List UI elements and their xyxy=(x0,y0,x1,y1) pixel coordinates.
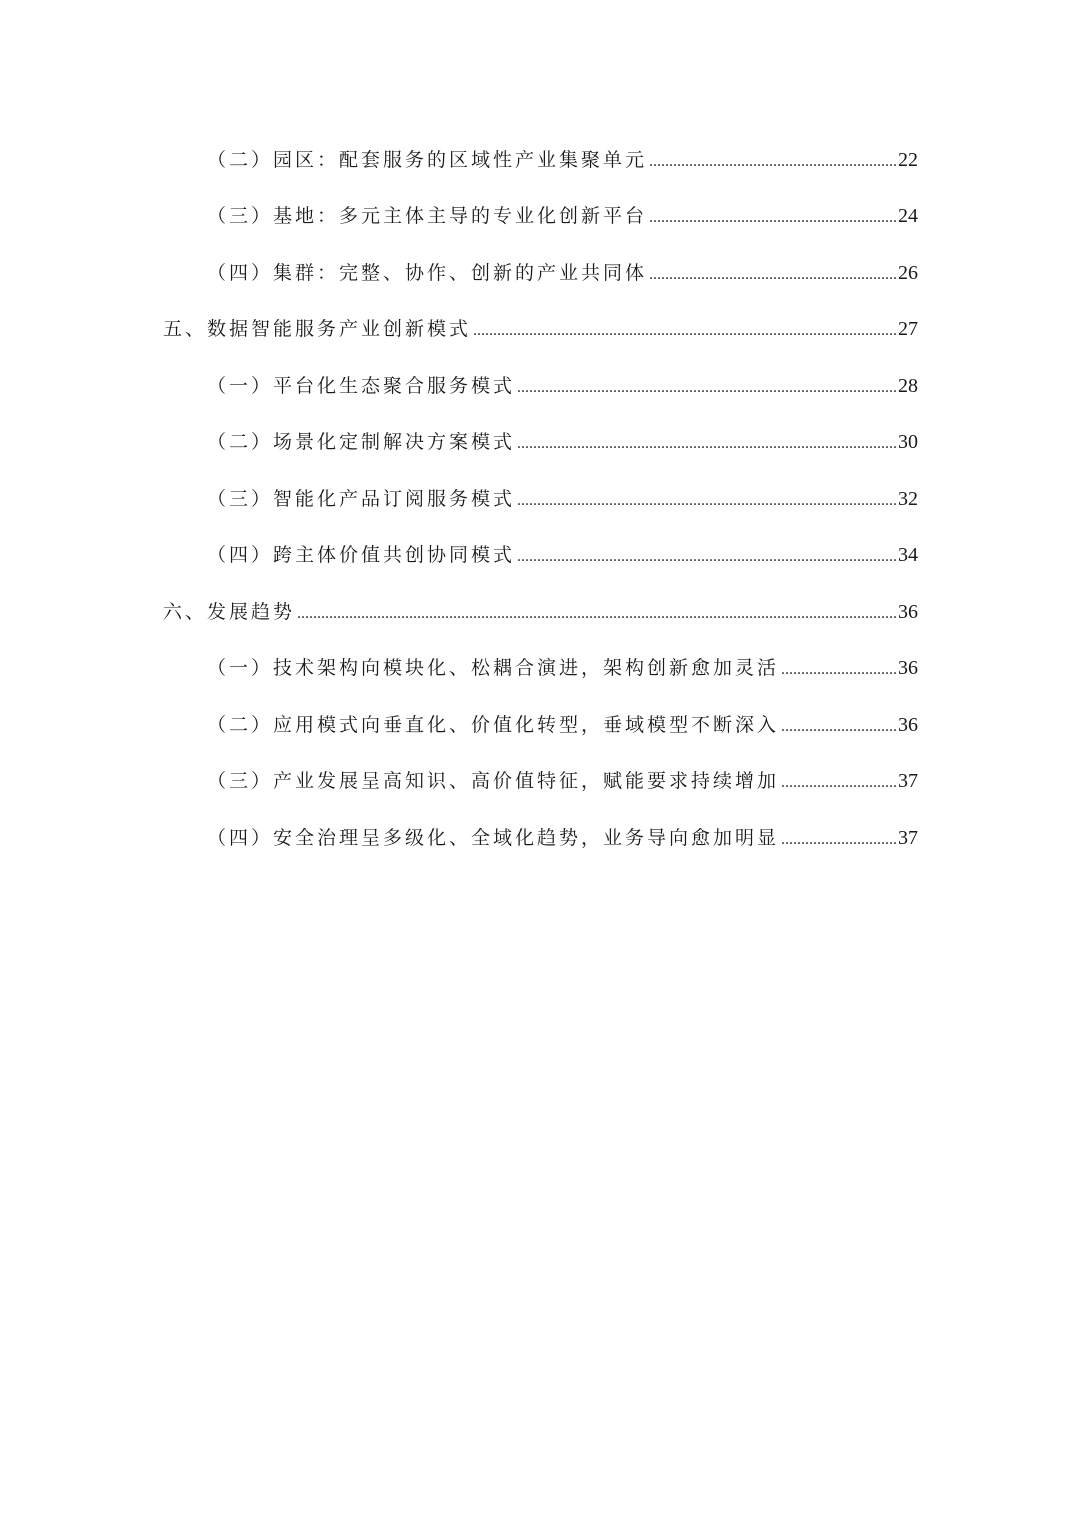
toc-entry[interactable] xyxy=(207,648,918,688)
toc-entry-page: 30 xyxy=(898,431,918,453)
toc-entry-title: （三）智能化产品订阅服务模式 xyxy=(207,488,516,510)
toc-entry[interactable] xyxy=(207,366,918,406)
toc-entry-title: 五、数据智能服务产业创新模式 xyxy=(163,318,472,340)
toc-entry[interactable] xyxy=(207,140,918,180)
toc-leader-dots xyxy=(781,820,896,860)
toc-entry[interactable] xyxy=(207,422,918,462)
toc-entry[interactable] xyxy=(207,705,918,745)
toc-entry[interactable] xyxy=(207,253,918,293)
toc-entry-page: 24 xyxy=(898,205,918,227)
toc-entry-title: 六、发展趋势 xyxy=(163,601,296,623)
toc-entry-title: （四）跨主体价值共创协同模式 xyxy=(207,544,516,566)
toc-leader-dots xyxy=(473,311,896,351)
toc-entry-page: 22 xyxy=(898,149,918,171)
toc-entry-page: 32 xyxy=(898,488,918,510)
toc-entry-title: （四）集群：完整、协作、创新的产业共同体 xyxy=(207,262,648,284)
toc-entry-title: （三）基地：多元主体主导的专业化创新平台 xyxy=(207,205,648,227)
toc-entry[interactable] xyxy=(207,818,918,858)
toc-entry-title: （四）安全治理呈多级化、全域化趋势，业务导向愈加明显 xyxy=(207,827,780,849)
toc-entry[interactable] xyxy=(207,761,918,801)
toc-entry-page: 36 xyxy=(898,601,918,623)
toc-entry-page: 27 xyxy=(898,318,918,340)
toc-entry[interactable] xyxy=(163,592,918,632)
toc-entry-page: 37 xyxy=(898,827,918,849)
toc-entry-title: （二）应用模式向垂直化、价值化转型，垂域模型不断深入 xyxy=(207,714,780,736)
toc-entry-page: 36 xyxy=(898,714,918,736)
toc-entry[interactable] xyxy=(207,196,918,236)
toc-entry-title: （三）产业发展呈高知识、高价值特征，赋能要求持续增加 xyxy=(207,770,780,792)
toc-leader-dots xyxy=(781,650,896,690)
toc-leader-dots xyxy=(649,198,896,238)
toc-leader-dots xyxy=(649,255,896,295)
toc-entry-title: （二）场景化定制解决方案模式 xyxy=(207,431,516,453)
toc-entry-page: 37 xyxy=(898,770,918,792)
toc-entry-page: 34 xyxy=(898,544,918,566)
toc-leader-dots xyxy=(781,707,896,747)
toc-leader-dots xyxy=(517,537,896,577)
toc-leader-dots xyxy=(649,142,896,182)
toc-entry-page: 28 xyxy=(898,375,918,397)
toc-entry-page: 26 xyxy=(898,262,918,284)
toc-entry[interactable] xyxy=(207,479,918,519)
toc-entry-title: （一）平台化生态聚合服务模式 xyxy=(207,375,516,397)
toc-entry-title: （一）技术架构向模块化、松耦合演进，架构创新愈加灵活 xyxy=(207,657,780,679)
toc-entry-page: 36 xyxy=(898,657,918,679)
toc-leader-dots xyxy=(297,594,896,634)
toc-entry-title: （二）园区：配套服务的区域性产业集聚单元 xyxy=(207,149,648,171)
toc-leader-dots xyxy=(517,368,896,408)
toc-leader-dots xyxy=(517,481,896,521)
toc-entry[interactable] xyxy=(207,535,918,575)
toc-leader-dots xyxy=(781,763,896,803)
toc-leader-dots xyxy=(517,424,896,464)
toc-entry[interactable] xyxy=(163,309,918,349)
